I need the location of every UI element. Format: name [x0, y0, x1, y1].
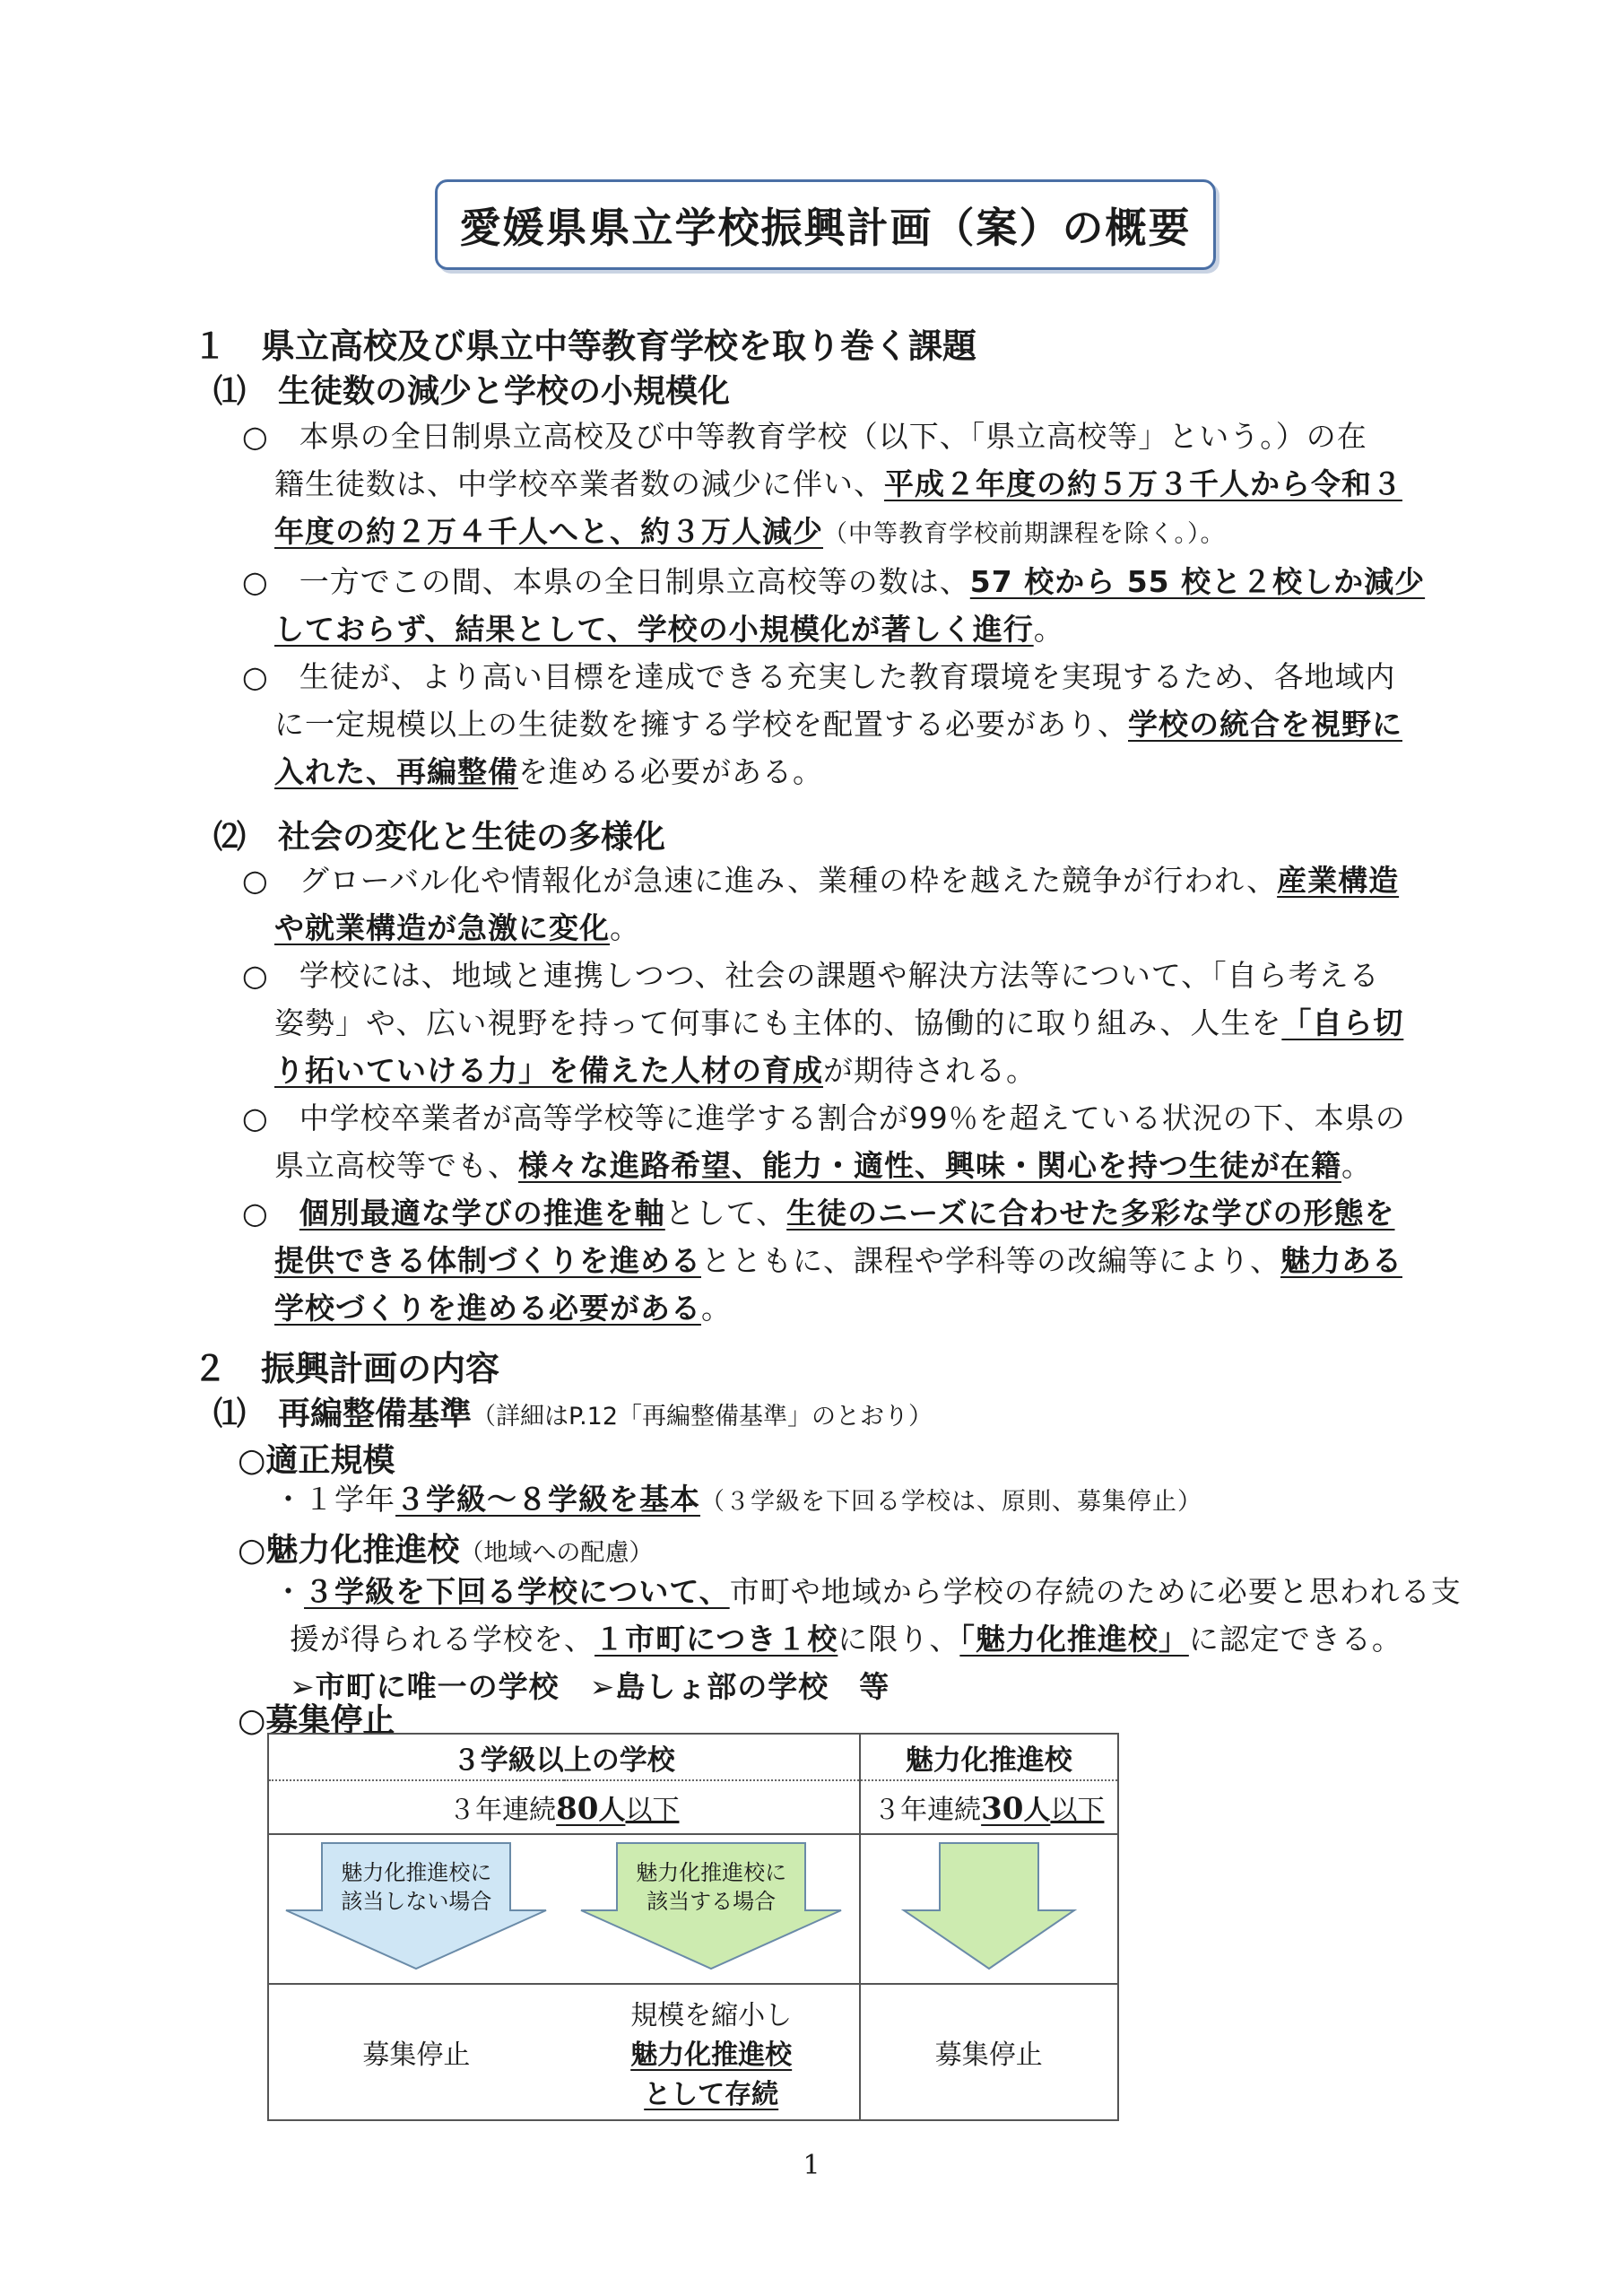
arrow-cell-miryoku	[860, 1834, 1118, 1984]
section-1-1-heading: ⑴ 生徒数の減少と学校の小規模化	[213, 373, 731, 410]
table-condition-a: ３年連続80人以下	[268, 1780, 860, 1834]
text-line: ○ 学校には、地域と連携しつつ、社会の課題や解決方法等について、「自ら考える	[242, 958, 1380, 993]
text-line: や就業構造が急激に変化。	[274, 910, 640, 945]
page-number: 1	[803, 2150, 820, 2181]
text-line: ○ 一方でこの間、本県の全日制県立高校等の数は、57 校から 55 校と２校しか減少	[242, 564, 1426, 599]
tekisei-text: ・１学年３学級～８学級を基本（３学級を下回る学校は、原則、募集停止）	[273, 1482, 1202, 1517]
section-2-heading: ２ 振興計画の内容	[193, 1349, 500, 1388]
text-line: 入れた、再編整備を進める必要がある。	[274, 754, 823, 789]
text-line: 年度の約２万４千人へと、約３万人減少（中等教育学校前期課程を除く。）。	[274, 514, 1226, 549]
section-1-heading: １ 県立高校及び県立中等教育学校を取り巻く課題	[193, 326, 977, 366]
text-line: 県立高校等でも、様々な進路希望、能力・適性、興味・関心を持つ生徒が在籍。	[274, 1148, 1372, 1183]
down-arrow-icon: 魅力化推進校に 該当しない場合	[282, 1839, 551, 1980]
arrow-cell-not-applicable	[268, 1834, 564, 1984]
miryoku-label: ○魅力化推進校（地域への配慮）	[238, 1532, 654, 1569]
down-arrow-icon	[899, 1839, 1079, 1980]
text-line: 籍生徒数は、中学校卒業者数の減少に伴い、平成２年度の約５万３千人から令和３	[274, 466, 1402, 501]
section-1-1-body	[242, 413, 1425, 796]
text-line: ○ 生徒が、より高い目標を達成できる充実した教育環境を実現するため、各地域内	[242, 659, 1396, 694]
result-stop-2: 募集停止	[860, 1984, 1118, 2120]
document-title: 愛媛県県立学校振興計画（案）の概要	[435, 179, 1216, 270]
text-line: ○ 個別最適な学びの推進を軸として、生徒のニーズに合わせた多彩な学びの形態を	[242, 1196, 1395, 1231]
arrow-cell-applicable	[564, 1834, 860, 1984]
text-line: 提供できる体制づくりを進めるとともに、課程や学科等の改編等により、魅力ある	[274, 1243, 1402, 1278]
tekisei-label: ○適正規模	[238, 1442, 395, 1479]
text-line: に一定規模以上の生徒数を擁する学校を配置する必要があり、学校の統合を視野に	[274, 707, 1402, 742]
boshu-label: ○募集停止	[238, 1702, 395, 1739]
result-stop-1: 募集停止	[268, 1984, 564, 2120]
table-header-three-class: ３学級以上の学校	[268, 1734, 860, 1780]
text-line: 援が得られる学校を、１市町につき１校に限り、「魅力化推進校」に認定できる。	[290, 1622, 1402, 1657]
section-1-2-body	[242, 857, 1406, 1332]
table-condition-b: ３年連続30人以下	[860, 1780, 1118, 1834]
down-arrow-icon: 魅力化推進校に 該当する場合	[577, 1839, 846, 1980]
text-line: ○ 本県の全日制県立高校及び中等教育学校（以下、「県立高校等」という。）の在	[242, 419, 1367, 454]
text-line: 学校づくりを進める必要がある。	[274, 1291, 732, 1326]
text-line: ・３学級を下回る学校について、市町や地域から学校の存続のために必要と思われる支	[273, 1574, 1462, 1609]
text-line: ➢市町に唯一の学校 ➢島しょ部の学校 等	[290, 1669, 890, 1704]
text-line: ○ グローバル化や情報化が急速に進み、業種の枠を越えた競争が行われ、産業構造	[242, 863, 1400, 898]
recruitment-stop-table	[267, 1733, 1119, 2121]
text-line: しておらず、結果として、学校の小規模化が著しく進行。	[274, 612, 1064, 647]
section-2-1-heading: ⑴ 再編整備基準（詳細はP.12「再編整備基準」のとおり）	[213, 1396, 933, 1432]
table-header-miryoku: 魅力化推進校	[860, 1734, 1118, 1780]
text-line: ○ 中学校卒業者が高等学校等に進学する割合が99％を超えている状況の下、本県の	[242, 1100, 1406, 1135]
text-line: り拓いていける力」を備えた人材の育成が期待される。	[274, 1053, 1037, 1088]
miryoku-text	[273, 1568, 1462, 1710]
result-continue: 規模を縮小し 魅力化推進校 として存続	[564, 1984, 860, 2120]
section-1-2-heading: ⑵ 社会の変化と生徒の多様化	[213, 819, 666, 856]
text-line: 姿勢」や、広い視野を持って何事にも主体的、協働的に取り組み、人生を「自ら切	[274, 1005, 1404, 1040]
